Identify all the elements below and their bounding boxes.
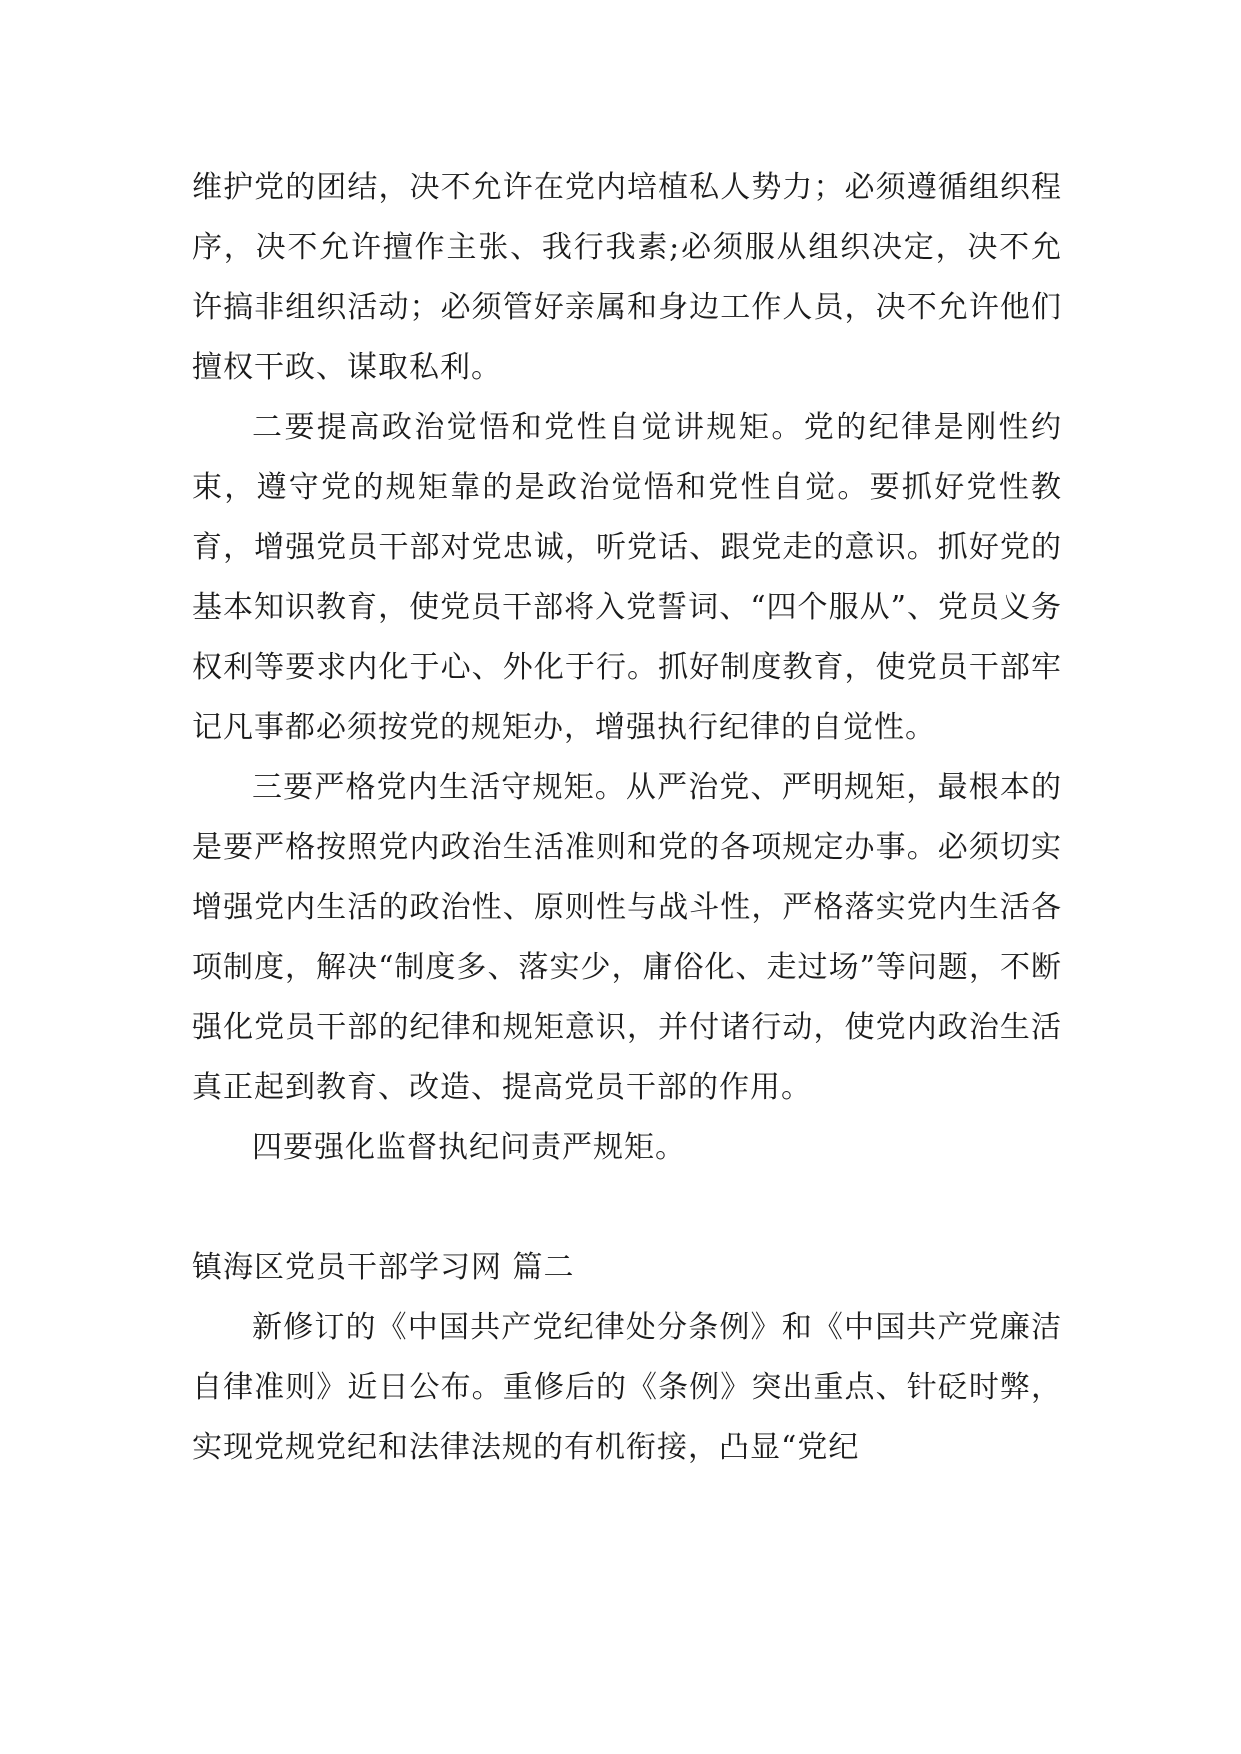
document-body	[192, 158, 1062, 1478]
paragraph-point-four: 四要强化监督执纪问责严规矩。	[252, 1130, 686, 1165]
paragraph-continuation: 维护党的团结，决不允许在党内培植私人势力；必须遵循组织程序，决不允许擅作主张、我行我素;必须服从组织决定，决不允许搞非组织活动；必须管好亲属和身边工作人员，决不允许他们擅权干政、谋取私利。	[192, 170, 1062, 385]
section-heading: 镇海区党员干部学习网 篇二	[192, 1250, 575, 1285]
section-paragraph: 新修订的《中国共产党纪律处分条例》和《中国共产党廉洁自律准则》近日公布。重修后的《条例》突出重点、针砭时弊，实现党规党纪和法律法规的有机衔接，凸显“党纪	[192, 1310, 1062, 1465]
paragraph-point-two: 二要提高政治觉悟和党性自觉讲规矩。党的纪律是刚性约束，遵守党的规矩靠的是政治觉悟和党性自觉。要抓好党性教育，增强党员干部对党忠诚，听党话、跟党走的意识。抓好党的基本知识教育，使党员干部将入党誓词、“四个服从”、党员义务权利等要求内化于心、外化于行。抓好制度教育，使党员干部牢记凡事都必须按党的规矩办，增强执行纪律的自觉性。	[192, 410, 1062, 745]
paragraph-point-three: 三要严格党内生活守规矩。从严治党、严明规矩，最根本的是要严格按照党内政治生活准则和党的各项规定办事。必须切实增强党内生活的政治性、原则性与战斗性，严格落实党内生活各项制度，解决“制度多、落实少，庸俗化、走过场”等问题，不断强化党员干部的纪律和规矩意识，并付诸行动，使党内政治生活真正起到教育、改造、提高党员干部的作用。	[192, 770, 1062, 1105]
